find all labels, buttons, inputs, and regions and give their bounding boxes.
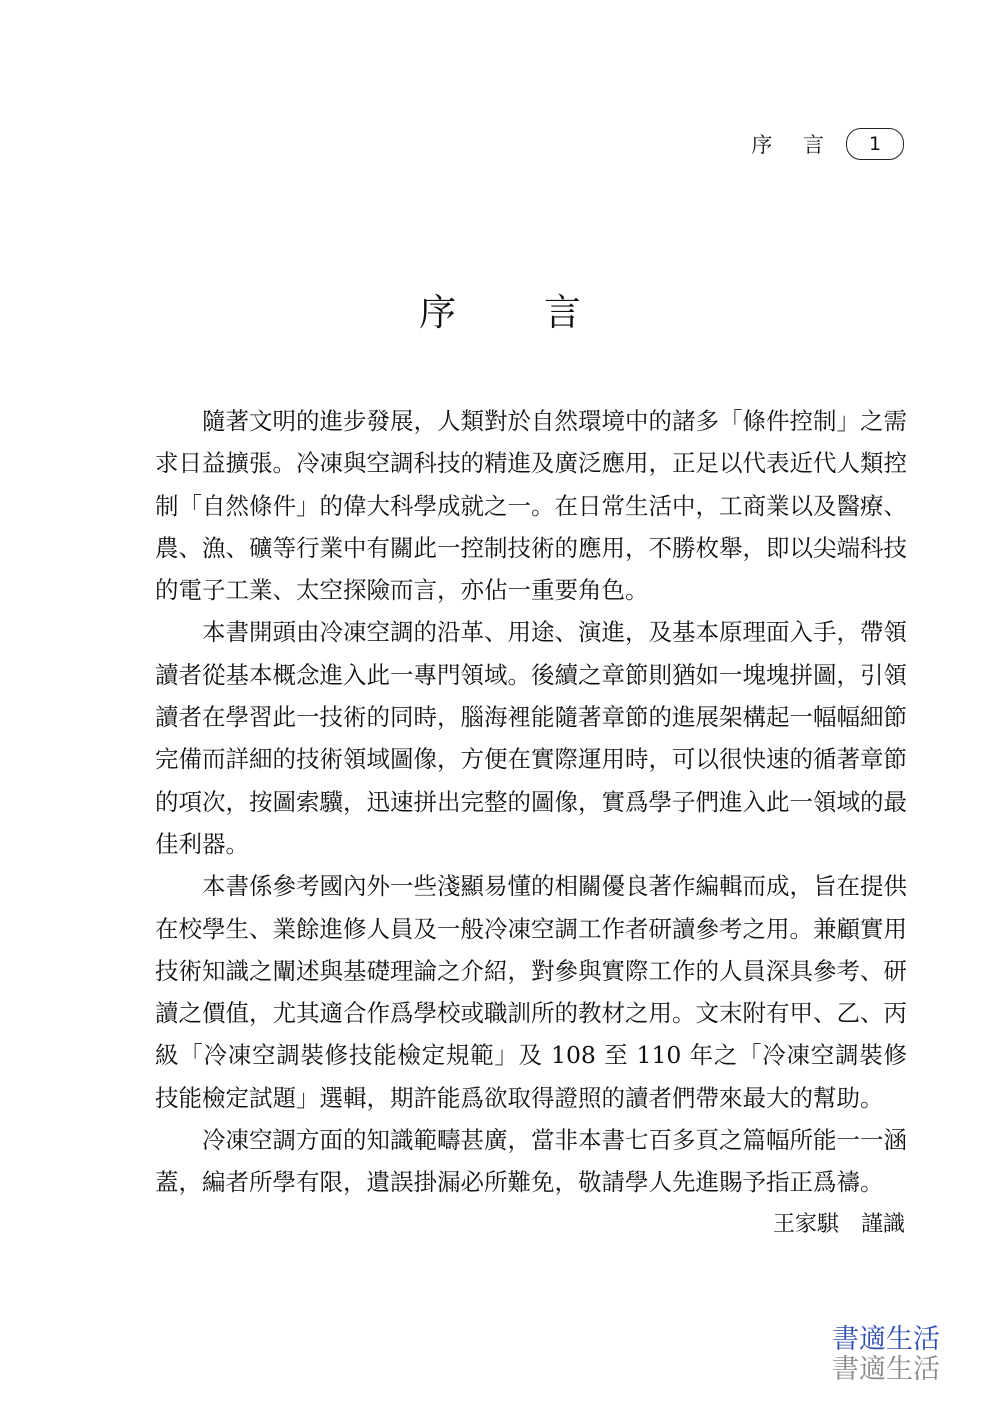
paragraph: 本書係參考國內外一些淺顯易懂的相關優良著作編輯而成，旨在提供在校學生、業餘進修人員及一般冷凍空調工作者研讀參考之用。兼顧實用技術知識之闡述與基礎理論之介紹，對參與實際工作的人員深具參考、研讀之價值，尤其適合作爲學校或職訓所的教材之用。文末附有甲、乙、丙級「冷凍空調裝修技能檢定規範」及 108 至 110 年之「冷凍空調裝修技能檢定試題」選輯，期許能爲欲取得證照的讀者們帶來最大的幫助。 [155,872,907,1112]
running-header [751,128,904,160]
author-name: 王家騏 [772,1212,839,1237]
paragraph: 冷凍空調方面的知識範疇甚廣，當非本書七百多頁之篇幅所能一一涵蓋，編者所學有限，遺誤掛漏必所難免，敬請學人先進賜予指正爲禱。 [155,1126,907,1197]
running-title: 序 言 [751,133,836,157]
watermark-line-2: 書適生活 [832,1354,940,1385]
preface-body [155,400,907,1204]
signature-note: 謹識 [860,1212,905,1237]
page-title: 序 言 [419,291,619,334]
page-number-badge: 1 [846,128,904,160]
watermark [832,1325,940,1385]
paragraph: 本書開頭由冷凍空調的沿革、用途、演進，及基本原理面入手，帶領讀者從基本概念進入此一專門領域。後續之章節則猶如一塊塊拼圖，引領讀者在學習此一技術的同時，腦海裡能隨著章節的進展架構起一幅幅細節完備而詳細的技術領域圖像，方便在實際運用時，可以很快速的循著章節的項次，按圖索驥，迅速拼出完整的圖像，實爲學子們進入此一領域的最佳利器。 [155,618,907,858]
watermark-line-1: 書適生活 [832,1324,940,1355]
signature [773,1207,905,1238]
paragraph: 隨著文明的進步發展，人類對於自然環境中的諸多「條件控制」之需求日益擴張。冷凍與空調科技的精進及廣泛應用，正足以代表近代人類控制「自然條件」的偉大科學成就之一。在日常生活中，工商業以及醫療、農、漁、礦等行業中有關此一控制技術的應用，不勝枚舉，即以尖端科技的電子工業、太空探險而言，亦佔一重要角色。 [155,407,907,605]
